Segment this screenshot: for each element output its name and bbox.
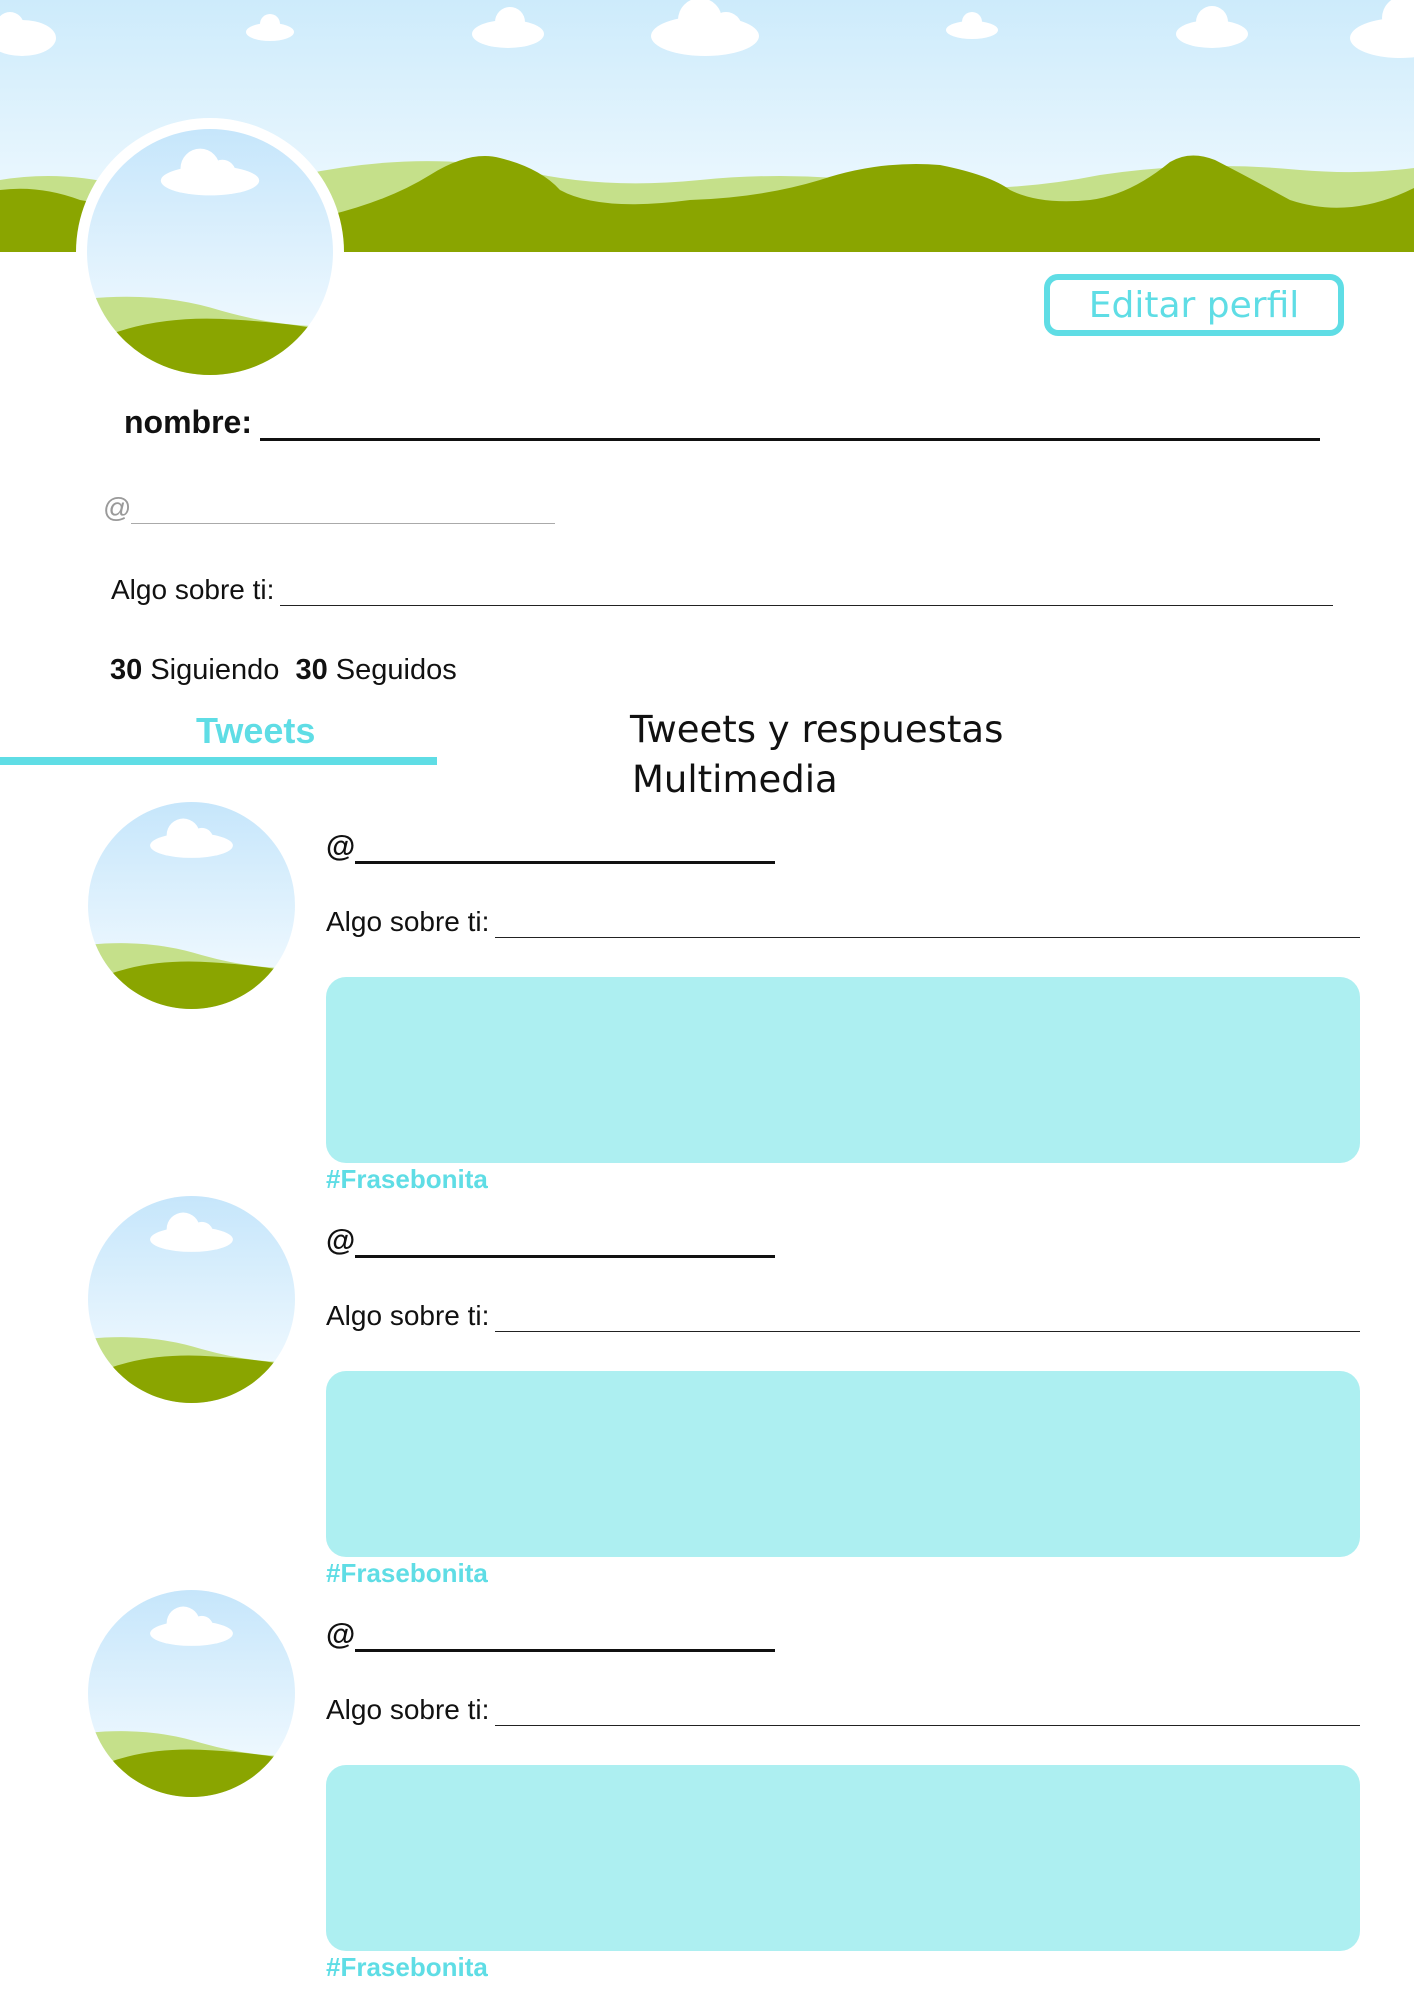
tweet-avatar[interactable] [88,1196,295,1403]
handle-blank-line[interactable] [355,831,775,864]
about-blank-line[interactable] [495,1301,1360,1332]
about-blank-line[interactable] [280,575,1333,606]
tweet-item [0,802,1414,1196]
tweet-hashtag[interactable]: #Frasebonita [326,1952,488,1982]
follow-stats [110,654,457,687]
handle-blank-line[interactable] [131,495,555,524]
edit-profile-button[interactable]: Editar perfil [1044,274,1344,336]
about-label: Algo sobre ti: [326,1694,490,1725]
tweet-about[interactable] [326,1300,1360,1332]
about-label: Algo sobre ti: [326,1300,490,1331]
tab-tweets[interactable]: Tweets [196,710,316,751]
tweet-about[interactable] [326,1694,1360,1726]
about-blank-line[interactable] [495,1695,1360,1726]
tweet-handle[interactable] [326,1224,775,1258]
handle-blank-line[interactable] [355,1225,775,1258]
handle-prefix: @ [326,1618,356,1651]
tweet-media-box[interactable] [326,1371,1360,1557]
name-field[interactable] [124,402,1320,441]
tweet-media-box[interactable] [326,1765,1360,1951]
tab-multimedia[interactable]: Multimedia [632,758,838,801]
followers-label[interactable]: Seguidos [335,654,457,686]
tweet-handle[interactable] [326,1618,775,1652]
name-blank-line[interactable] [260,402,1320,441]
about-label: Algo sobre ti: [111,574,275,605]
handle-prefix: @ [326,830,356,863]
followers-count: 30 [295,654,328,686]
tweet-hashtag[interactable]: #Frasebonita [326,1164,488,1194]
tab-tweets-and-replies[interactable]: Tweets y respuestas [630,708,1004,751]
active-tab-indicator [0,757,437,765]
name-label: nombre: [124,404,252,440]
following-label[interactable]: Siguiendo [150,654,280,686]
handle-prefix: @ [326,1224,356,1257]
handle-field[interactable] [103,492,555,524]
tweet-hashtag[interactable]: #Frasebonita [326,1558,488,1588]
tweet-media-box[interactable] [326,977,1360,1163]
handle-prefix: @ [103,492,132,523]
avatar-landscape-icon [87,129,333,375]
profile-avatar[interactable] [76,118,344,386]
tweet-about[interactable] [326,906,1360,938]
about-field[interactable] [111,574,1333,606]
handle-blank-line[interactable] [355,1619,775,1652]
tweet-avatar[interactable] [88,1590,295,1797]
tweet-handle[interactable] [326,830,775,864]
tweet-item [0,1196,1414,1590]
tweet-avatar[interactable] [88,802,295,1009]
about-blank-line[interactable] [495,907,1360,938]
tweet-item [0,1590,1414,1984]
about-label: Algo sobre ti: [326,906,490,937]
following-count: 30 [110,654,143,686]
